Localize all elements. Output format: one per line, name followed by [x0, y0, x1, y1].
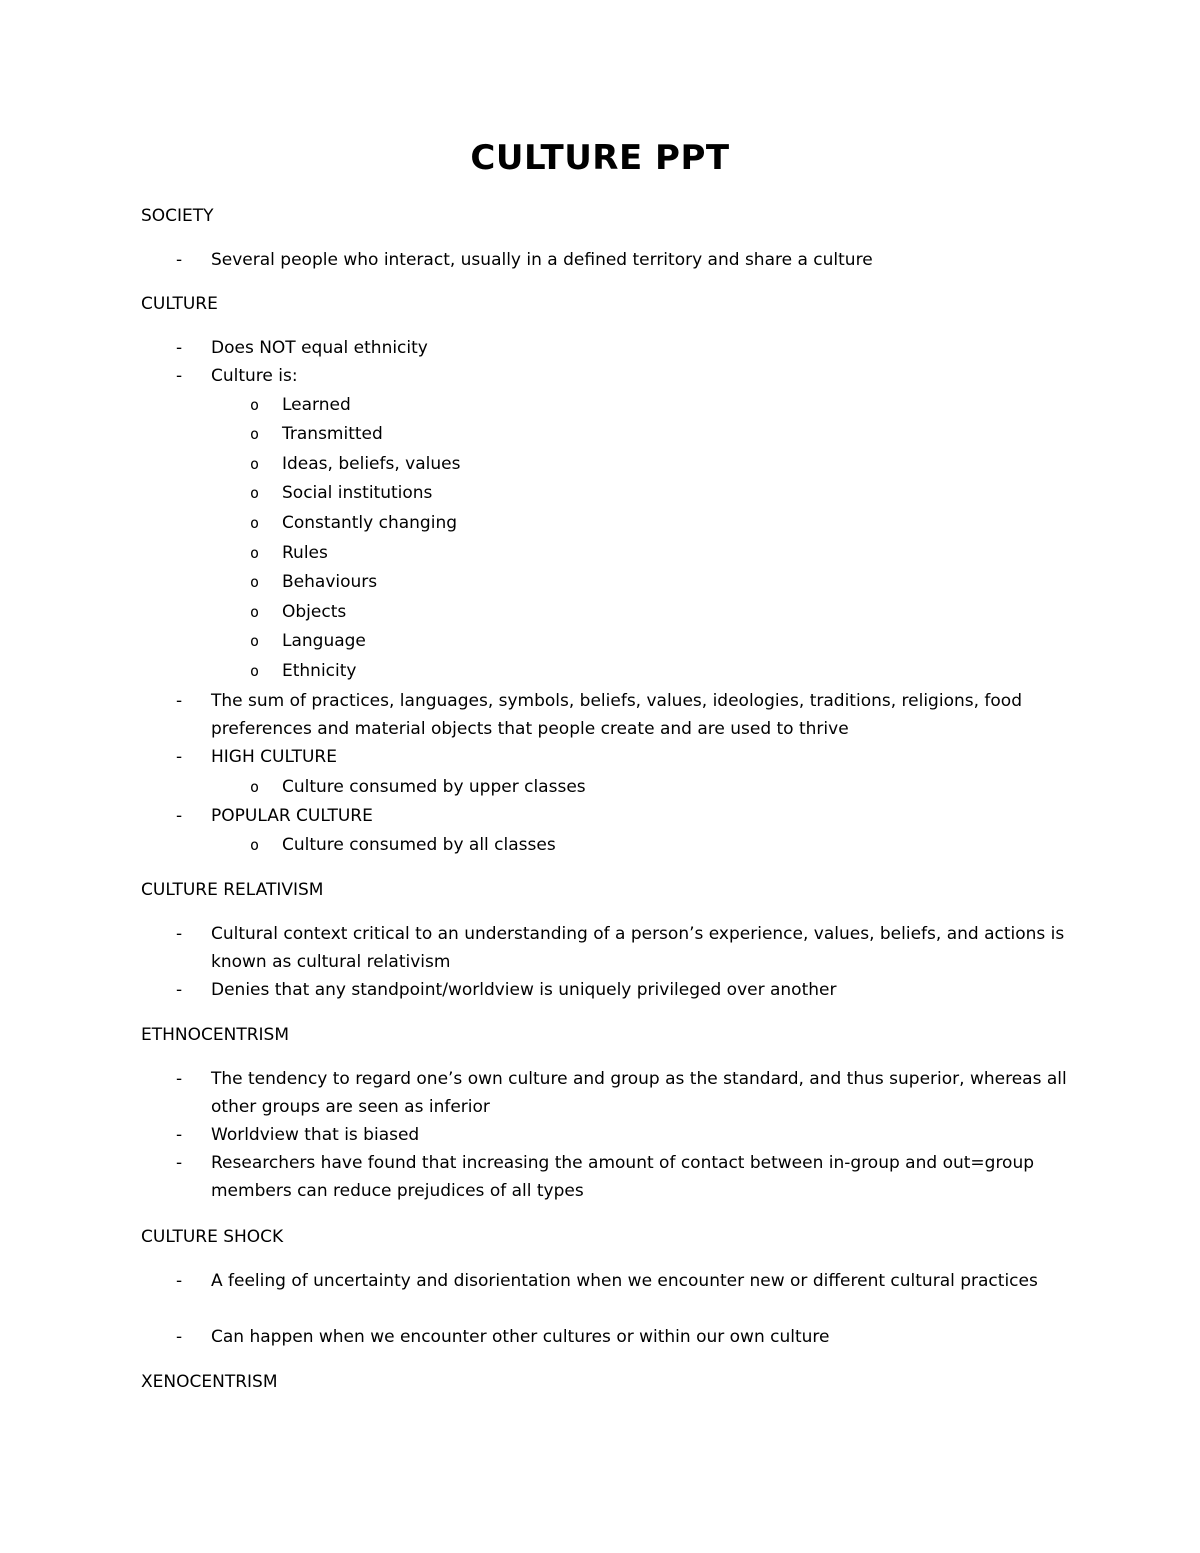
bullet-item: - Cultural context critical to an understanding of a person’s experience, values, beliefs, and actions is known as cultural relativism — [211, 920, 1071, 976]
sub-bullet-item: o Language — [282, 627, 366, 655]
bullet-item: - Culture is: — [211, 362, 1071, 390]
section-heading-ethnocentrism: ETHNOCENTRISM — [141, 1025, 290, 1045]
section-heading-society: SOCIETY — [141, 206, 214, 226]
bullet-item: - Does NOT equal ethnicity — [211, 334, 1071, 362]
bullet-item: - Several people who interact, usually in a defined territory and share a culture — [211, 246, 1071, 274]
sub-bullet-item: o Ideas, beliefs, values — [282, 450, 460, 478]
sub-bullet-item: o Culture consumed by upper classes — [282, 773, 586, 801]
sub-bullet-item: o Objects — [282, 598, 346, 626]
sub-bullet-item: o Social institutions — [282, 479, 432, 507]
bullet-item: - Can happen when we encounter other cultures or within our own culture — [211, 1323, 1071, 1351]
section-heading-culture: CULTURE — [141, 294, 218, 314]
bullet-item: - A feeling of uncertainty and disorientation when we encounter new or different cultural practices — [211, 1267, 1071, 1295]
section-heading-relativism: CULTURE RELATIVISM — [141, 880, 324, 900]
sub-bullet-item: o Rules — [282, 539, 328, 567]
bullet-item: - The tendency to regard one’s own culture and group as the standard, and thus superior, whereas all other groups are seen as inferior — [211, 1065, 1071, 1121]
bullet-item: - Worldview that is biased — [211, 1121, 1071, 1149]
sub-bullet-item: o Behaviours — [282, 568, 377, 596]
bullet-item: - The sum of practices, languages, symbols, beliefs, values, ideologies, traditions, religions, food preferences and material objects that people create and are used to thrive — [211, 687, 1071, 743]
bullet-item: - Researchers have found that increasing the amount of contact between in-group and out=group members can reduce prejudices of all types — [211, 1149, 1071, 1205]
sub-bullet-item: o Ethnicity — [282, 657, 356, 685]
section-heading-xenocentrism: XENOCENTRISM — [141, 1372, 278, 1392]
sub-bullet-item: o Learned — [282, 391, 351, 419]
sub-bullet-item: o Transmitted — [282, 420, 383, 448]
bullet-item: - Denies that any standpoint/worldview is uniquely privileged over another — [211, 976, 1071, 1004]
bullet-item: - POPULAR CULTURE — [211, 802, 1071, 830]
sub-bullet-item: o Constantly changing — [282, 509, 457, 537]
section-heading-culture-shock: CULTURE SHOCK — [141, 1227, 284, 1247]
bullet-item: - HIGH CULTURE — [211, 743, 1071, 771]
page-title: CULTURE PPT — [470, 138, 730, 178]
sub-bullet-item: o Culture consumed by all classes — [282, 831, 556, 859]
